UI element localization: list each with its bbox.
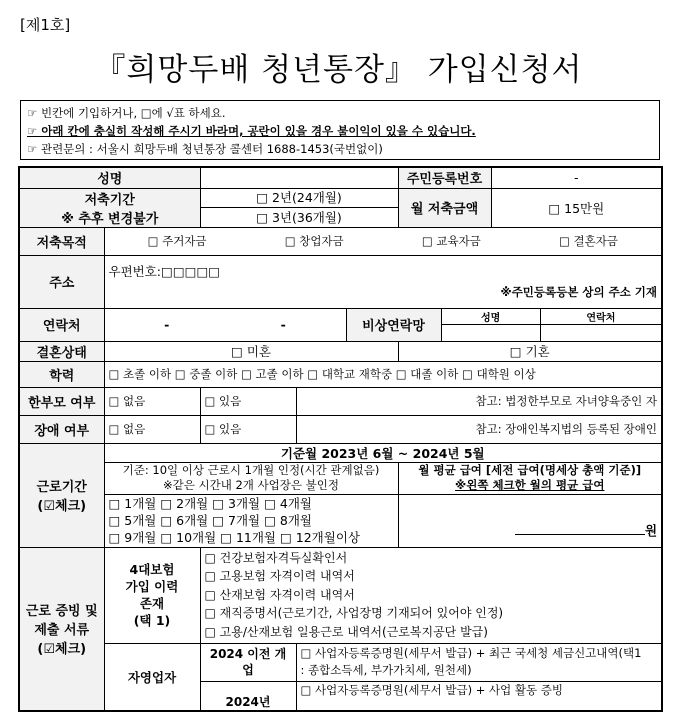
avg-salary-underline[interactable] <box>515 520 645 535</box>
single-parent-note: 참고: 법정한부모로 자녀양육중인 자 <box>296 387 662 415</box>
monthly-amount-label: 월 저축금액 <box>398 188 491 227</box>
employment-cert-checkbox[interactable]: □ 재직증명서(근로기간, 사업장명 기재되어 있어야 인정) <box>204 606 504 621</box>
work-months-options[interactable] <box>104 494 398 547</box>
insurance-label <box>104 547 200 643</box>
monthly-15-checkbox[interactable]: □ 15만원 <box>491 188 662 227</box>
period-36-checkbox[interactable]: □ 3년(36개월) <box>256 209 342 225</box>
purpose-label: 저축목적 <box>19 227 104 255</box>
notice-line-1: ☞ 빈칸에 기입하거나, □에 √표 하세요. <box>27 106 226 120</box>
single-parent-no-checkbox[interactable]: □ 없음 <box>104 387 200 415</box>
marital-married-checkbox[interactable]: □ 기혼 <box>398 341 662 361</box>
avg-salary-header-1: 월 평균 급여 [세전 급여(명세상 총액 기준)] <box>418 463 642 477</box>
insurance-label-2: 가입 이력 <box>125 579 179 594</box>
avg-salary-field[interactable] <box>398 494 662 547</box>
notice-line-3: ☞ 관련문의 : 서울시 희망두배 청년통장 콜센터 1688-1453(국번없이) <box>27 142 383 156</box>
notice-box <box>20 100 660 160</box>
proof-label-1: 근로 증빙 및 <box>25 604 98 620</box>
postal-code[interactable]: 우편번호:□□□□□ <box>108 263 221 279</box>
pre2024-option-1[interactable]: □ 사업자등록증명원(세무서 발급) + 최근 국세청 세금신고내역(택1 <box>300 646 642 660</box>
industrial-insurance-checkbox[interactable]: □ 산재보험 자격이력 내역서 <box>204 587 355 602</box>
period-label-main: 저축기간 <box>84 192 135 208</box>
work-months-row-2[interactable]: □ 5개월 □ 6개월 □ 7개월 □ 8개월 <box>108 513 312 528</box>
insurance-options <box>200 547 662 643</box>
contact-dash-1: - <box>164 317 170 332</box>
application-form <box>18 166 663 712</box>
work-months-header-1: 기준: 10일 이상 근로시 1개월 인정(시간 관계없음) <box>122 463 380 477</box>
emergency-phone-header: 연락처 <box>540 309 661 325</box>
rrn-label: 주민등록번호 <box>398 167 491 188</box>
proof-label-2: 제출 서류 <box>34 623 90 639</box>
page-title: 『희망두배 청년통장』 가입신청서 <box>94 52 583 88</box>
y2024-option[interactable]: □ 사업자등록증명원(세무서 발급) + 사업 활동 증빙 <box>296 681 662 711</box>
work-period-label <box>19 443 104 547</box>
work-months-row-3[interactable]: □ 9개월 □ 10개월 □ 11개월 □ 12개월이상 <box>108 530 360 545</box>
contact-field[interactable] <box>104 308 346 341</box>
emergency-name-header: 성명 <box>442 309 541 325</box>
single-parent-label: 한부모 여부 <box>19 387 104 415</box>
avg-salary-header-2: ※왼쪽 체크한 월의 평균 급여 <box>455 478 605 492</box>
proof-label-3: (☑체크) <box>37 642 87 658</box>
avg-salary-header <box>398 462 662 494</box>
employment-insurance-checkbox[interactable]: □ 고용보험 자격이력 내역서 <box>204 569 355 584</box>
insurance-label-3: 존재 <box>139 596 165 611</box>
work-basis-month: 기준월 2023년 6월 ~ 2024년 5월 <box>104 443 662 462</box>
work-months-header-2: ※같은 시간내 2개 사업장은 불인정 <box>163 478 339 492</box>
emergency-label: 비상연락망 <box>346 308 441 341</box>
pre2024-option[interactable] <box>296 643 662 681</box>
contact-dash-2: - <box>280 317 286 332</box>
disability-no-checkbox[interactable]: □ 없음 <box>104 415 200 443</box>
period-options <box>200 188 398 227</box>
purpose-options <box>104 227 662 255</box>
address-label: 주소 <box>19 255 104 308</box>
work-period-label-main: 근로기간 <box>36 480 87 495</box>
period-24-checkbox[interactable]: □ 2년(24개월) <box>201 189 398 208</box>
period-label <box>19 188 200 227</box>
pre2024-label <box>200 643 296 681</box>
form-number: [제1호] <box>20 16 71 34</box>
emergency-name-field[interactable] <box>442 324 541 341</box>
daily-work-checkbox[interactable]: □ 고용/산재보험 일용근로 내역서(근로복지공단 발급) <box>204 624 488 639</box>
education-options[interactable]: □ 초졸 이하 □ 중졸 이하 □ 고졸 이하 □ 대학교 재학중 □ 대졸 이하 □ 대학원 이상 <box>104 361 662 387</box>
emergency-contact <box>441 308 662 341</box>
marital-single-checkbox[interactable]: □ 미혼 <box>104 341 398 361</box>
purpose-housing-checkbox[interactable]: □ 주거자금 <box>147 234 207 248</box>
disability-yes-checkbox[interactable]: □ 있음 <box>200 415 296 443</box>
address-field[interactable] <box>104 255 662 308</box>
health-insurance-checkbox[interactable]: □ 건강보험자격득실확인서 <box>204 550 348 565</box>
purpose-marriage-checkbox[interactable]: □ 결혼자금 <box>558 234 618 248</box>
work-period-label-check: (☑체크) <box>37 499 87 514</box>
name-field[interactable] <box>200 167 398 188</box>
purpose-education-checkbox[interactable]: □ 교육자금 <box>421 234 481 248</box>
insurance-label-4: (택 1) <box>133 613 171 628</box>
work-months-row-1[interactable]: □ 1개월 □ 2개월 □ 3개월 □ 4개월 <box>108 496 312 511</box>
purpose-startup-checkbox[interactable]: □ 창업자금 <box>284 234 344 248</box>
pre2024-label-2: 업 <box>242 663 254 677</box>
proof-docs-label <box>19 547 104 711</box>
rrn-field[interactable]: - <box>491 167 662 188</box>
single-parent-yes-checkbox[interactable]: □ 있음 <box>200 387 296 415</box>
insurance-label-1: 4대보험 <box>129 562 175 577</box>
work-months-header <box>104 462 398 494</box>
contact-label: 연락처 <box>19 308 104 341</box>
y2024-label: 2024년 <box>200 681 296 711</box>
notice-line-2: ☞ 아래 칸에 충실히 작성해 주시기 바라며, 공란이 있을 경우 불이익이 있을 수 있습니다. <box>27 124 476 138</box>
education-label: 학력 <box>19 361 104 387</box>
name-label: 성명 <box>19 167 200 188</box>
marital-label: 결혼상태 <box>19 341 104 361</box>
disability-label: 장애 여부 <box>19 415 104 443</box>
address-note: ※주민등록등본 상의 주소 기재 <box>500 284 658 299</box>
emergency-phone-field[interactable] <box>540 324 661 341</box>
pre2024-option-2: : 종합소득세, 부가가치세, 원천세) <box>300 663 472 677</box>
self-employed-label: 자영업자 <box>104 643 200 711</box>
won-label: 원 <box>644 522 658 538</box>
pre2024-label-1: 2024 이전 개 <box>209 647 287 661</box>
period-label-note: ※ 추후 변경불가 <box>61 211 159 227</box>
disability-note: 참고: 장애인복지법의 등록된 장애인 <box>296 415 662 443</box>
